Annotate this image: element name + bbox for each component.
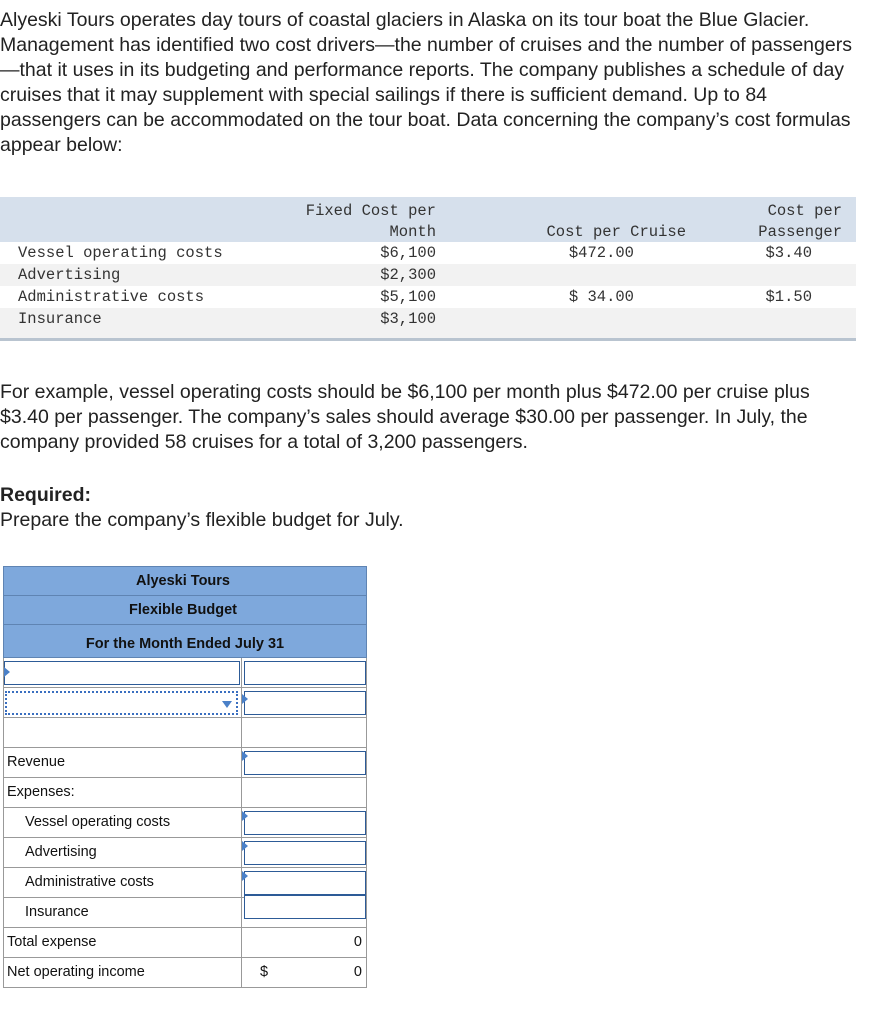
- net-operating-income-value: 0: [353, 964, 362, 980]
- chevron-down-icon[interactable]: [222, 701, 232, 708]
- input-marker-icon: [242, 751, 248, 761]
- input-marker-icon: [242, 811, 248, 821]
- flexible-budget-worksheet: [3, 566, 367, 988]
- header-cost-per-passenger: Cost per Passenger: [758, 202, 842, 241]
- activity-value-input-1[interactable]: [244, 661, 366, 685]
- required-heading: Required:: [0, 484, 92, 506]
- input-marker-icon: [4, 667, 10, 677]
- vessel-costs-input[interactable]: [244, 811, 366, 835]
- input-marker-icon: [242, 841, 248, 851]
- expenses-row: Expenses:: [3, 778, 367, 808]
- activity-dropdown[interactable]: [5, 691, 238, 715]
- cost-table-header: [0, 197, 856, 242]
- total-expense-row: Total expense 0: [3, 928, 367, 958]
- required-instructions: Prepare the company’s flexible budget for July.: [0, 509, 404, 531]
- problem-intro: Alyeski Tours operates day tours of coastal glaciers in Alaska on its tour boat the Blue Glacier. Management has identified two cost drivers—the number of cruises and the number of passengers—that it uses in its budgeting and performance reports. The company publishes a schedule of day cruises that it may supplement with special sailings if there is sufficient demand. Up to 84 passengers can be accommodated on the tour boat. Data concerning the company’s cost formulas appear below:: [0, 9, 852, 156]
- cost-row-advertising: Advertising $2,300: [0, 264, 856, 286]
- insurance-input[interactable]: [244, 895, 366, 919]
- activity-input-row-1: [3, 658, 367, 688]
- vessel-costs-row: Vessel operating costs: [3, 808, 367, 838]
- header-cost-per-cruise: Cost per Cruise: [546, 223, 686, 241]
- administrative-costs-row: Administrative costs: [3, 868, 367, 898]
- cost-row-administrative: Administrative costs $5,100 $ 34.00 $1.50: [18, 288, 812, 306]
- budget-title: Flexible Budget: [3, 595, 367, 624]
- input-marker-icon: [242, 694, 248, 704]
- budget-period: For the Month Ended July 31: [3, 624, 367, 658]
- total-expense-value: 0: [353, 934, 362, 950]
- advertising-row: Advertising: [3, 838, 367, 868]
- example-text: For example, vessel operating costs should be $6,100 per month plus $472.00 per cruise plus $3.40 per passenger. The company’s sales should average $30.00 per passenger. In July, the company provided 58 cruises for a total of 3,200 passengers.: [0, 381, 810, 453]
- net-operating-income-row: Net operating income $ 0: [3, 958, 367, 988]
- cost-row-insurance: Insurance $3,100: [0, 308, 856, 330]
- activity-value-input-2[interactable]: [244, 691, 366, 715]
- revenue-row: Revenue: [3, 748, 367, 778]
- activity-label-input[interactable]: [4, 661, 240, 685]
- cost-formula-table: [0, 197, 856, 341]
- activity-input-row-2: [3, 688, 367, 718]
- budget-spacer-row: [3, 718, 367, 748]
- dollar-sign: $: [260, 964, 269, 980]
- advertising-input[interactable]: [244, 841, 366, 865]
- cost-row-vessel: Vessel operating costs $6,100 $472.00 $3.40: [18, 244, 812, 262]
- cost-table-footer: [0, 330, 856, 341]
- input-marker-icon: [242, 871, 248, 881]
- revenue-input[interactable]: [244, 751, 366, 775]
- administrative-costs-input[interactable]: [244, 871, 366, 895]
- budget-company-name: Alyeski Tours: [3, 566, 367, 595]
- insurance-row: Insurance: [3, 898, 367, 928]
- header-fixed-cost: Fixed Cost per Month: [305, 202, 436, 241]
